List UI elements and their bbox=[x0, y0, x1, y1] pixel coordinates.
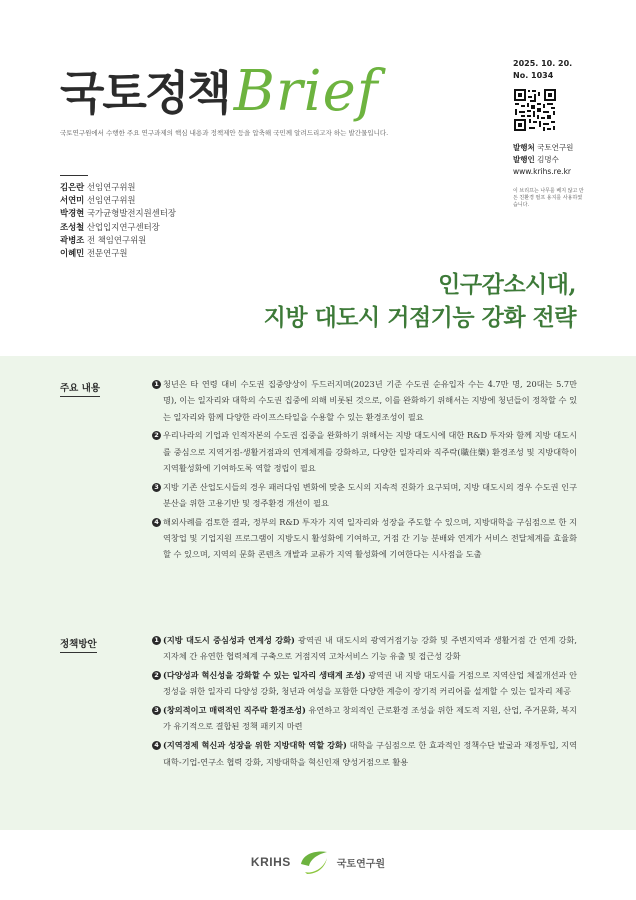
website-link[interactable]: www.krihs.re.kr bbox=[513, 167, 571, 176]
footer-org-korean: 국토연구원 bbox=[336, 858, 386, 870]
qr-code-icon[interactable] bbox=[513, 88, 557, 132]
policy-label: 정책방안 bbox=[60, 636, 97, 653]
list-item: 1 청년은 타 연령 대비 수도권 집중양상이 두드러지며(2023년 기준 수도권 순유입자 수는 4.7만 명, 20대는 5.7만 명), 이는 일자리와 대학의 수도권 집중에 의해 비롯된 것으로, 이를 완화하기 위해서는 지방에 청년들이 정착할 수 있는 일자리와 함께 다양한 라이프스타일을 수용할 수 있는 환경조성이 필요 bbox=[152, 376, 577, 425]
list-item: 2 우리나라의 기업과 인적자본의 수도권 집중을 완화하기 위해서는 지방 대도시에 대한 R&D 투자와 함께 지방 대도시를 중심으로 지역거점-생활거점과의 연계체계를 강화하고, 다양한 일자리와 직주락(職住樂) 환경조성 및 지방대학이 지역활성화에 기여하도록 역할 정립이 필요 bbox=[152, 427, 577, 476]
masthead-brief-logo: Brief bbox=[233, 59, 379, 124]
issuer-label: 발행인 bbox=[513, 155, 535, 164]
authors-divider bbox=[60, 175, 88, 176]
main-content-label: 주요 내용 bbox=[60, 380, 100, 397]
masthead-korean-title: 국토정책 bbox=[60, 66, 230, 120]
number-badge: 4 bbox=[152, 518, 161, 527]
list-item: 3 (창의적이고 매력적인 직주락 환경조성) 유연하고 창의적인 근로환경 조성을 위한 제도적 지원, 산업, 주거문화, 복지가 유기적으로 결합된 정책 패키지 마련 bbox=[152, 702, 577, 735]
krihs-logo-icon bbox=[297, 848, 331, 876]
list-item: 4 해외사례를 검토한 결과, 정부의 R&D 투자가 지역 일자리와 성장을 주도할 수 있으며, 지방대학을 구심점으로 한 지역창업 및 기업지원 프로그램이 지방도시 활성화에 기여하고, 거점 간 기능 분배와 연계가 서비스 전달체계를 효율화할 수 있으며, 지역의 문화 콘텐츠 개발과 교류가 지역 활성화에 기여한다는 시사점을 도출 bbox=[152, 514, 577, 563]
issue-date: 2025. 10. 20. bbox=[513, 59, 573, 68]
list-item: 3 지방 기존 산업도시들의 경우 패러다임 변화에 맞춘 도시의 지속적 진화가 요구되며, 지방 대도시의 경우 수도권 인구분산을 위한 고용기반 및 정주환경 개선이 필요 bbox=[152, 479, 577, 512]
number-badge: 3 bbox=[152, 483, 161, 492]
eco-paper-notice: 이 브리프는 나무를 베지 않고 만든 친환경 펄프 용지를 사용하였습니다. bbox=[513, 188, 584, 208]
issue-number: No. 1034 bbox=[513, 71, 554, 80]
author-item: 곽병조 전 책임연구위원 bbox=[60, 234, 147, 245]
masthead bbox=[60, 46, 379, 124]
publisher-info bbox=[513, 142, 573, 178]
author-item: 김은란 선임연구위원 bbox=[60, 182, 136, 192]
number-badge: 3 bbox=[152, 706, 161, 715]
publisher-label: 발행처 bbox=[513, 143, 535, 152]
number-badge: 1 bbox=[152, 380, 161, 389]
publisher-name: 국토연구원 bbox=[537, 143, 574, 152]
footer-org-english: KRIHS bbox=[250, 855, 291, 869]
issue-info bbox=[513, 58, 572, 82]
number-badge: 4 bbox=[152, 741, 161, 750]
page-title-line1: 인구감소시대, bbox=[438, 271, 576, 298]
page-title bbox=[264, 268, 576, 334]
author-item: 서연미 선임연구위원 bbox=[60, 195, 136, 206]
issuer-name: 김명수 bbox=[537, 155, 559, 164]
author-item: 박경현 국가균형발전지원센터장 bbox=[60, 208, 176, 219]
number-badge: 1 bbox=[152, 636, 161, 645]
number-badge: 2 bbox=[152, 671, 161, 680]
tagline: 국토연구원에서 수행한 주요 연구과제의 핵심 내용과 정책제안 등을 압축해 국민께 알려드리고자 하는 발간물입니다. bbox=[60, 129, 389, 137]
list-item: 1 (지방 대도시 중심성과 연계성 강화) 광역권 내 대도시의 광역거점기능 강화 및 주변지역과 생활거점 간 연계 강화, 지자체 간 유연한 협력체계 구축으로 거점지역 고차서비스 기능 유출 및 접근성 강화 bbox=[152, 632, 577, 665]
policy-list bbox=[152, 632, 577, 772]
number-badge: 2 bbox=[152, 431, 161, 440]
author-list bbox=[60, 181, 176, 260]
page-title-line2: 지방 대도시 거점기능 강화 전략 bbox=[263, 304, 576, 331]
list-item: 2 (다양성과 혁신성을 강화할 수 있는 일자리 생태계 조성) 광역권 내 지방 대도시를 거점으로 지역산업 체질개선과 안정성을 위한 일자리 다양성 강화, 청년과 여성을 포함한 다양한 계층이 장기적 커리어를 설계할 수 있는 일자리 제공 bbox=[152, 667, 577, 700]
author-item: 조성철 산업입지연구센터장 bbox=[60, 221, 160, 232]
author-item: 이혜민 전문연구원 bbox=[60, 248, 128, 259]
main-content-list bbox=[152, 376, 577, 565]
footer bbox=[0, 840, 636, 884]
list-item: 4 (지역경제 혁신과 성장을 위한 지방대학 역할 강화) 대학을 구심점으로 한 효과적인 정책수단 발굴과 재정투입, 지역대학-기업-연구소 협력 강화, 지방대학을 혁신인재 양성거점으로 활용 bbox=[152, 737, 577, 770]
